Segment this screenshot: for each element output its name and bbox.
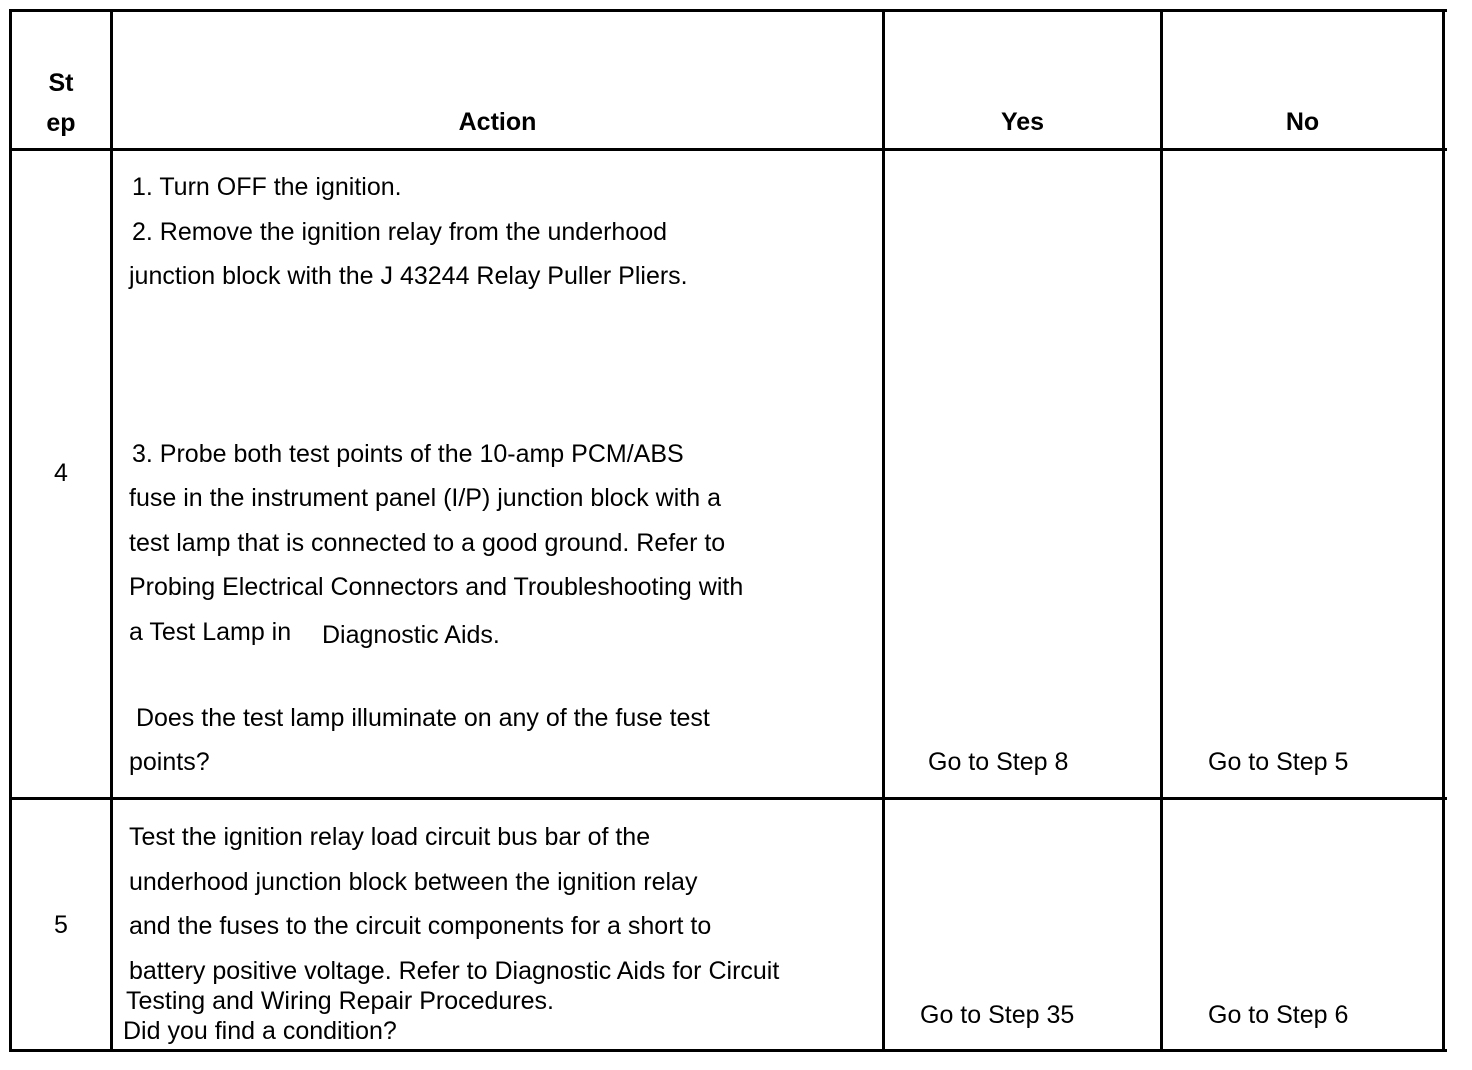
action-line: battery positive voltage. Refer to Diagnostic Aids for Circuit (129, 957, 780, 985)
yes-result: Go to Step 35 (920, 1001, 1075, 1029)
action-line: and the fuses to the circuit components for a short to (129, 912, 712, 940)
action-line: test lamp that is connected to a good ground. Refer to (129, 529, 726, 557)
diagnostic-table (9, 9, 1447, 1053)
row-divider (9, 797, 1447, 800)
header-divider (9, 148, 1447, 151)
action-line: points? (129, 748, 210, 776)
action-line: Testing and Wiring Repair Procedures. (126, 987, 554, 1015)
header-yes: Yes (1000, 108, 1045, 136)
header-action: Action (458, 108, 537, 136)
table-border-bottom (9, 1049, 1447, 1052)
action-line: Diagnostic Aids. (322, 621, 500, 649)
action-line: fuse in the instrument panel (I/P) junction block with a (129, 484, 721, 512)
no-result: Go to Step 6 (1208, 1001, 1349, 1029)
table-border-left (9, 9, 12, 1052)
yes-result: Go to Step 8 (928, 748, 1069, 776)
action-line: junction block with the J 43244 Relay Puller Pliers. (129, 262, 688, 290)
action-line: Did you find a condition? (123, 1017, 397, 1045)
action-line: Test the ignition relay load circuit bus bar of the (129, 823, 651, 851)
table-border-top (9, 9, 1447, 12)
header-step (12, 63, 110, 143)
action-line: a Test Lamp in (129, 618, 292, 646)
action-line: 1. Turn OFF the ignition. (132, 173, 402, 201)
table-border-right (1442, 9, 1445, 1052)
header-no: No (1285, 108, 1320, 136)
step-number: 5 (54, 911, 68, 939)
action-line: Probing Electrical Connectors and Troubleshooting with (129, 573, 744, 601)
step-number: 4 (54, 459, 68, 487)
action-line: underhood junction block between the ignition relay (129, 868, 698, 896)
yes-column-divider (1160, 9, 1163, 1052)
header-step-line2: ep (46, 109, 76, 137)
action-line: 2. Remove the ignition relay from the underhood (132, 218, 668, 246)
no-result: Go to Step 5 (1208, 748, 1349, 776)
header-step-line1: St (48, 69, 74, 97)
action-line: Does the test lamp illuminate on any of the fuse test (129, 704, 710, 732)
step-column-divider (110, 9, 113, 1052)
action-line: 3. Probe both test points of the 10-amp PCM/ABS (132, 440, 684, 468)
action-column-divider (882, 9, 885, 1052)
